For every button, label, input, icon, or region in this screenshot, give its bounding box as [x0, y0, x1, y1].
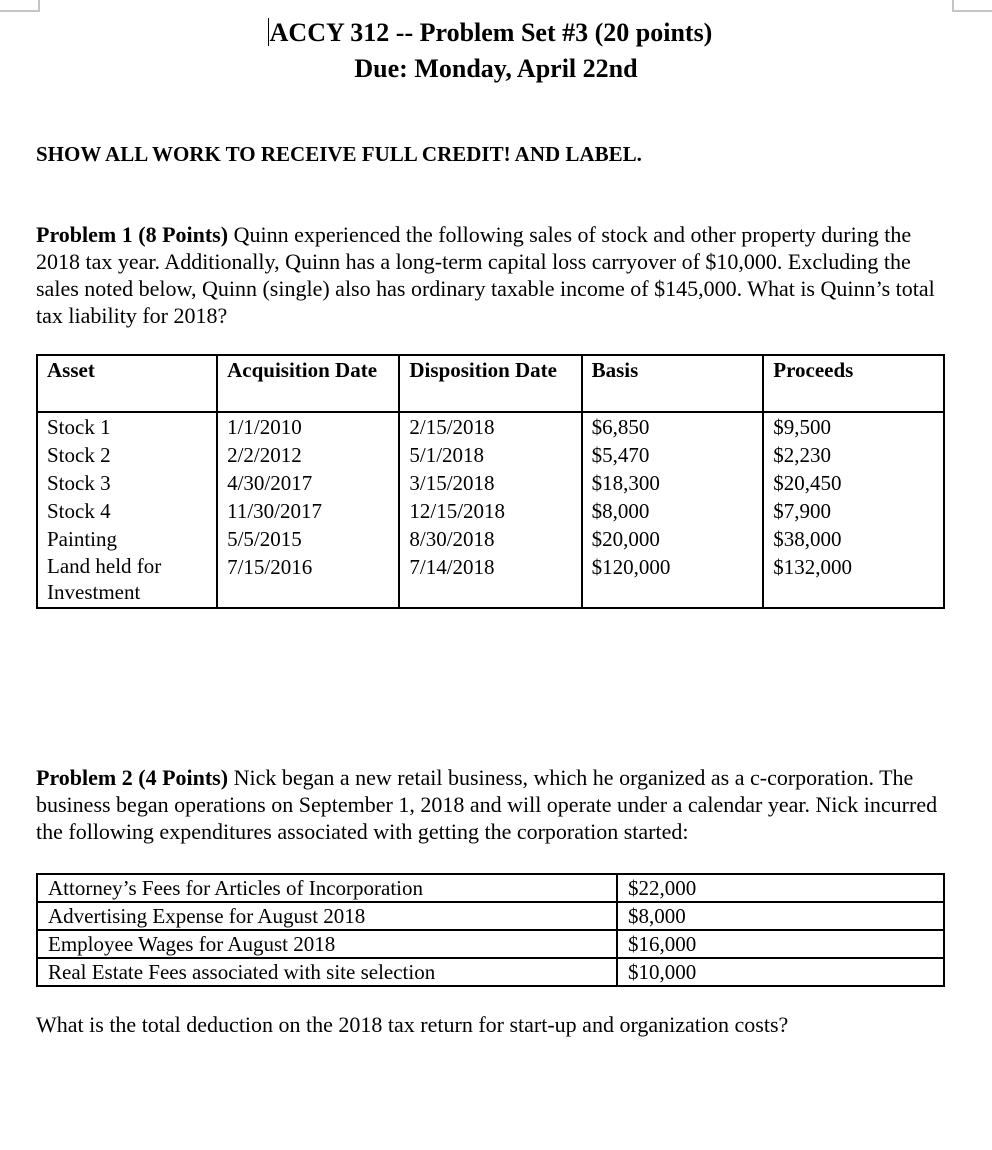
table-row: [37, 469, 944, 497]
problem2-text: Nick began a new retail business, which he organized as a c-corporation. The business began operations on September 1, 2018 and will operate under a calendar year. Nick incurred the following expenditures associated with getting the corporation started:: [36, 765, 938, 844]
cell-proceeds: $38,000: [763, 525, 944, 553]
header-disposition-date: Disposition Date: [399, 355, 581, 412]
problem1-paragraph: [36, 221, 956, 329]
cell-acquisition-date: 4/30/2017: [217, 469, 399, 497]
cell-proceeds: $132,000: [763, 553, 944, 608]
table-row: [37, 958, 944, 986]
cell-disposition-date: 2/15/2018: [399, 412, 581, 441]
problem2-lead: Problem 2 (4 Points): [36, 765, 229, 790]
due-date: Due: Monday, April 22nd: [354, 54, 638, 83]
expense-description: Advertising Expense for August 2018: [37, 902, 617, 930]
table-row: [37, 902, 944, 930]
table-row: [37, 497, 944, 525]
cell-basis: $20,000: [582, 525, 764, 553]
page-corner-top-right: [952, 0, 992, 12]
cell-proceeds: $20,450: [763, 469, 944, 497]
expense-amount: $16,000: [617, 930, 944, 958]
cell-asset: Painting: [47, 527, 118, 551]
document-title-text: ACCY 312 -- Problem Set #3 (20 points): [269, 18, 713, 47]
cell-disposition-date: 7/14/2018: [399, 553, 581, 608]
startup-expenses-table: [36, 873, 945, 987]
document-title: [0, 18, 986, 48]
cell-asset: Stock 4: [47, 499, 111, 523]
cell-acquisition-date: 2/2/2012: [217, 441, 399, 469]
cell-asset: Stock 3: [47, 471, 111, 495]
cell-basis: $18,300: [582, 469, 764, 497]
page-corner-top-left: [0, 0, 40, 12]
header-proceeds: Proceeds: [763, 355, 944, 412]
table-row: [37, 412, 944, 441]
cell-acquisition-date: 1/1/2010: [217, 412, 399, 441]
problem1-lead: Problem 1 (8 Points): [36, 222, 229, 247]
header-basis: Basis: [582, 355, 764, 412]
expense-description: Real Estate Fees associated with site selection: [37, 958, 617, 986]
instruction-banner: SHOW ALL WORK TO RECEIVE FULL CREDIT! AND LABEL.: [36, 142, 642, 166]
cell-disposition-date: 8/30/2018: [399, 525, 581, 553]
table-row: [37, 874, 944, 902]
table-row: [37, 930, 944, 958]
cell-acquisition-date: 11/30/2017: [217, 497, 399, 525]
cell-acquisition-date: 5/5/2015: [217, 525, 399, 553]
problem1-text: Quinn experienced the following sales of stock and other property during the 2018 tax year. Additionally, Quinn has a long-term capital loss carryover of $10,000. Excluding the sales noted below, Quinn (single) also has ordinary taxable income of $145,000. What is Quinn’s total tax liability for 2018?: [36, 222, 935, 328]
cell-disposition-date: 12/15/2018: [399, 497, 581, 525]
cell-basis: $120,000: [582, 553, 764, 608]
table-header-row: [37, 355, 944, 412]
header-acquisition-date: Acquisition Date: [217, 355, 399, 412]
cell-disposition-date: 5/1/2018: [399, 441, 581, 469]
asset-sales-table: [36, 354, 945, 609]
expense-description: Attorney’s Fees for Articles of Incorporation: [37, 874, 617, 902]
expense-amount: $8,000: [617, 902, 944, 930]
cell-basis: $8,000: [582, 497, 764, 525]
cell-asset: Land held for Investment: [47, 554, 162, 604]
cell-basis: $5,470: [582, 441, 764, 469]
cell-disposition-date: 3/15/2018: [399, 469, 581, 497]
cell-proceeds: $7,900: [763, 497, 944, 525]
problem2-question: What is the total deduction on the 2018 tax return for start-up and organization costs?: [36, 1012, 789, 1037]
cell-proceeds: $2,230: [763, 441, 944, 469]
table-row: [37, 553, 944, 608]
table-row: [37, 441, 944, 469]
cell-asset: Stock 2: [47, 443, 111, 467]
expense-description: Employee Wages for August 2018: [37, 930, 617, 958]
header-asset: Asset: [37, 355, 217, 412]
expense-amount: $10,000: [617, 958, 944, 986]
problem2-paragraph: [36, 764, 956, 845]
expense-amount: $22,000: [617, 874, 944, 902]
table-row: [37, 525, 944, 553]
cell-basis: $6,850: [582, 412, 764, 441]
cell-acquisition-date: 7/15/2016: [217, 553, 399, 608]
cell-asset: Stock 1: [47, 415, 111, 439]
cell-proceeds: $9,500: [763, 412, 944, 441]
text-cursor: [268, 18, 269, 46]
